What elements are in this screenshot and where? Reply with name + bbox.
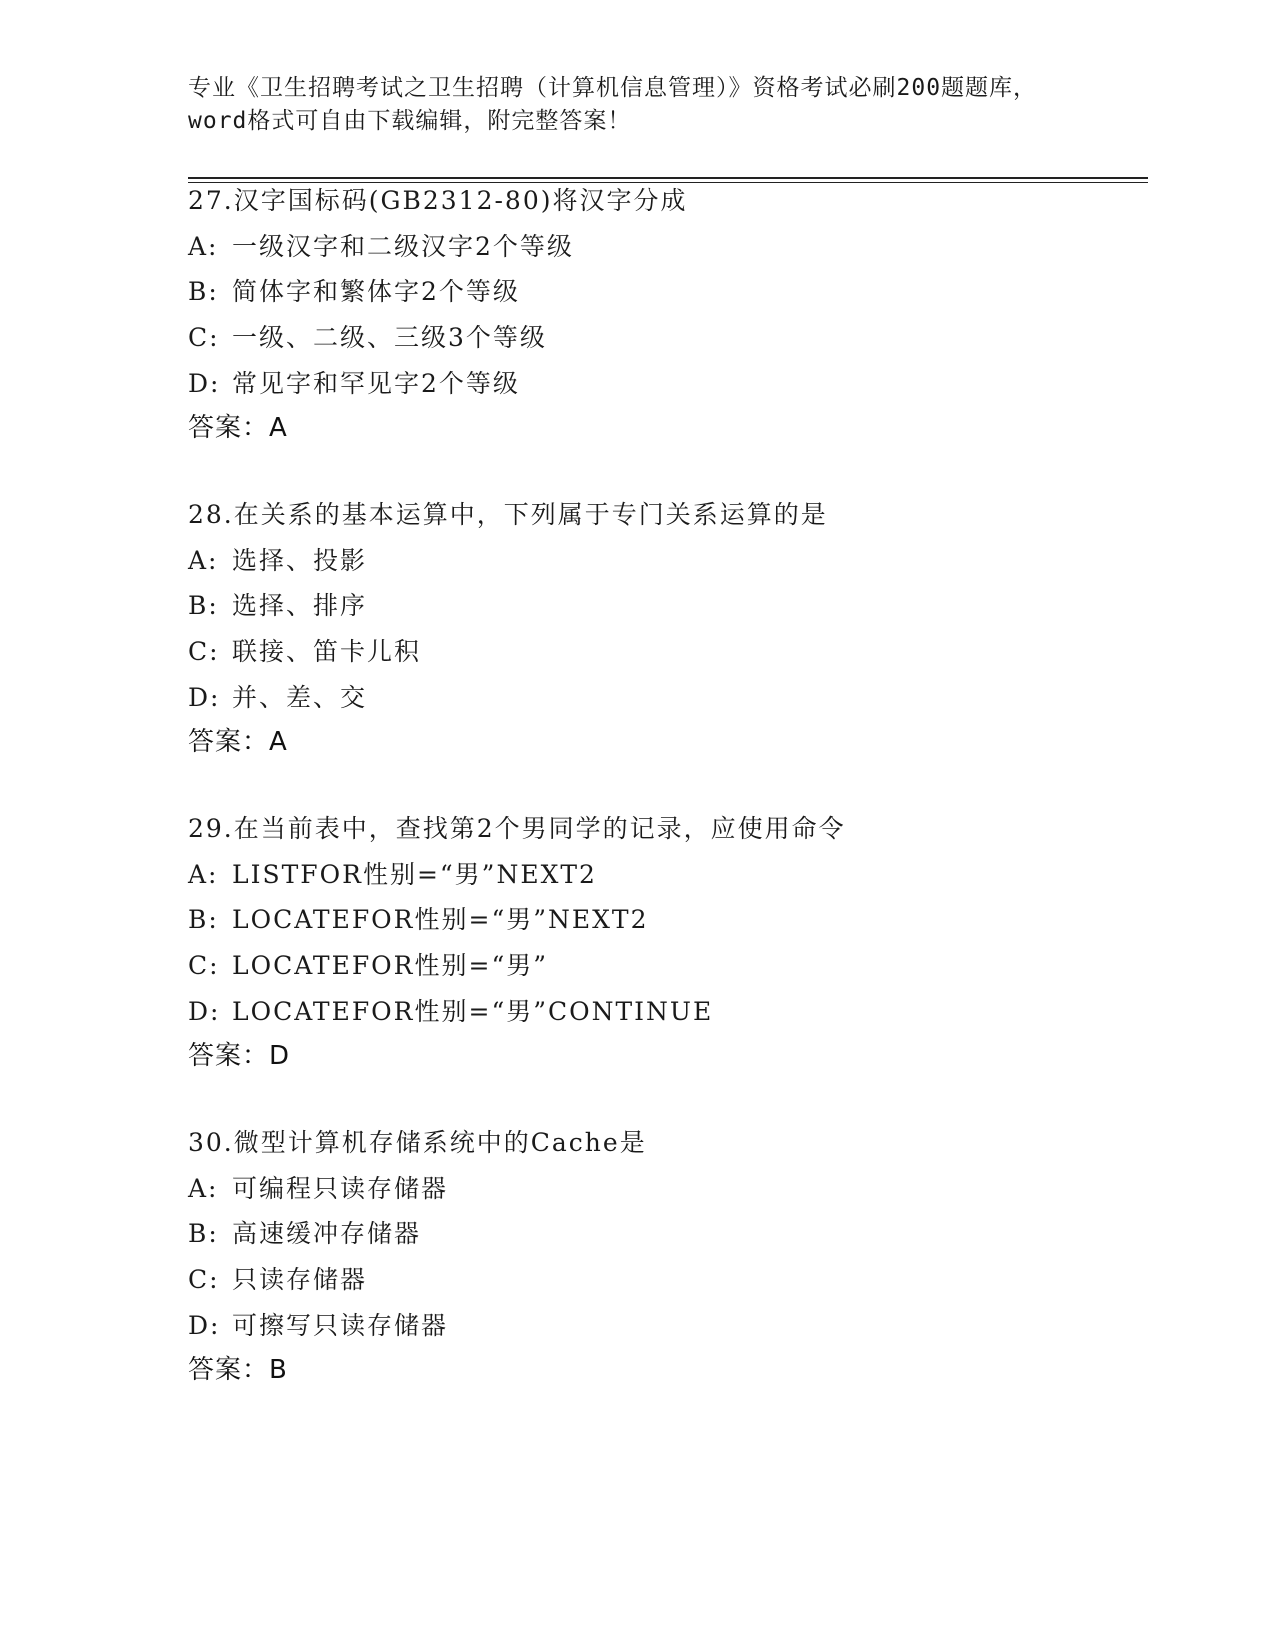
option-letter: B: <box>188 277 219 307</box>
option-text: 简体字和繁体字2个等级 <box>232 277 520 307</box>
option-text: LOCATEFOR性别=“男” <box>232 951 549 981</box>
question-stem: 28.在关系的基本运算中，下列属于专门关系运算的是 <box>188 500 828 529</box>
option-b <box>188 1211 1148 1257</box>
option-a <box>188 224 1148 270</box>
question-stem: 29.在当前表中，查找第2个男同学的记录，应使用命令 <box>188 814 846 843</box>
option-a <box>188 852 1148 898</box>
option-text: 选择、排序 <box>232 591 368 621</box>
option-letter: B: <box>188 591 219 621</box>
option-letter: B: <box>188 1219 219 1249</box>
option-letter: A: <box>188 859 219 889</box>
option-c <box>188 1257 1148 1303</box>
option-d <box>188 1303 1148 1349</box>
option-text: 只读存储器 <box>232 1265 368 1295</box>
option-letter: C: <box>188 323 220 353</box>
question-29 <box>188 806 1148 1080</box>
option-d <box>188 675 1148 721</box>
option-c <box>188 315 1148 361</box>
option-letter: D: <box>188 996 221 1026</box>
option-text: 选择、投影 <box>232 545 368 575</box>
option-letter: B: <box>188 905 219 935</box>
option-d <box>188 361 1148 407</box>
option-text: LOCATEFOR性别=“男”NEXT2 <box>232 905 649 935</box>
answer-line: 答案：A <box>188 413 288 444</box>
option-text: 可编程只读存储器 <box>232 1173 449 1203</box>
option-text: 联接、笛卡儿积 <box>232 637 422 667</box>
answer-line: 答案：D <box>188 1041 291 1072</box>
question-stem: 27.汉字国标码(GB2312-80)将汉字分成 <box>188 186 688 215</box>
option-letter: A: <box>188 231 219 261</box>
question-30 <box>188 1120 1148 1394</box>
option-letter: A: <box>188 1173 219 1203</box>
option-d <box>188 989 1148 1035</box>
option-text: 并、差、交 <box>232 682 368 712</box>
answer-line: 答案：B <box>188 1355 288 1386</box>
option-letter: D: <box>188 682 221 712</box>
option-letter: D: <box>188 368 221 398</box>
option-letter: C: <box>188 951 220 981</box>
option-letter: A: <box>188 545 219 575</box>
option-letter: C: <box>188 637 220 667</box>
option-c <box>188 943 1148 989</box>
option-b <box>188 583 1148 629</box>
option-a <box>188 1166 1148 1212</box>
option-b <box>188 897 1148 943</box>
header-line-2: word格式可自由下载编辑，附完整答案！ <box>188 108 632 134</box>
option-text: 高速缓冲存储器 <box>232 1219 422 1249</box>
option-b <box>188 269 1148 315</box>
option-text: 一级、二级、三级3个等级 <box>232 323 547 353</box>
question-28 <box>188 492 1148 766</box>
header-line-1: 专业《卫生招聘考试之卫生招聘（计算机信息管理）》资格考试必刷200题题库， <box>188 75 1038 101</box>
option-text: 常见字和罕见字2个等级 <box>232 368 520 398</box>
option-letter: D: <box>188 1310 221 1340</box>
option-text: LISTFOR性别=“男”NEXT2 <box>232 859 597 889</box>
option-text: 一级汉字和二级汉字2个等级 <box>232 231 574 261</box>
answer-line: 答案：A <box>188 727 288 758</box>
question-stem: 30.微型计算机存储系统中的Cache是 <box>188 1128 647 1157</box>
document-header <box>188 72 1088 138</box>
option-c <box>188 629 1148 675</box>
option-text: 可擦写只读存储器 <box>232 1310 449 1340</box>
option-a <box>188 538 1148 584</box>
option-text: LOCATEFOR性别=“男”CONTINUE <box>232 996 714 1026</box>
question-27 <box>188 178 1148 452</box>
option-letter: C: <box>188 1265 220 1295</box>
